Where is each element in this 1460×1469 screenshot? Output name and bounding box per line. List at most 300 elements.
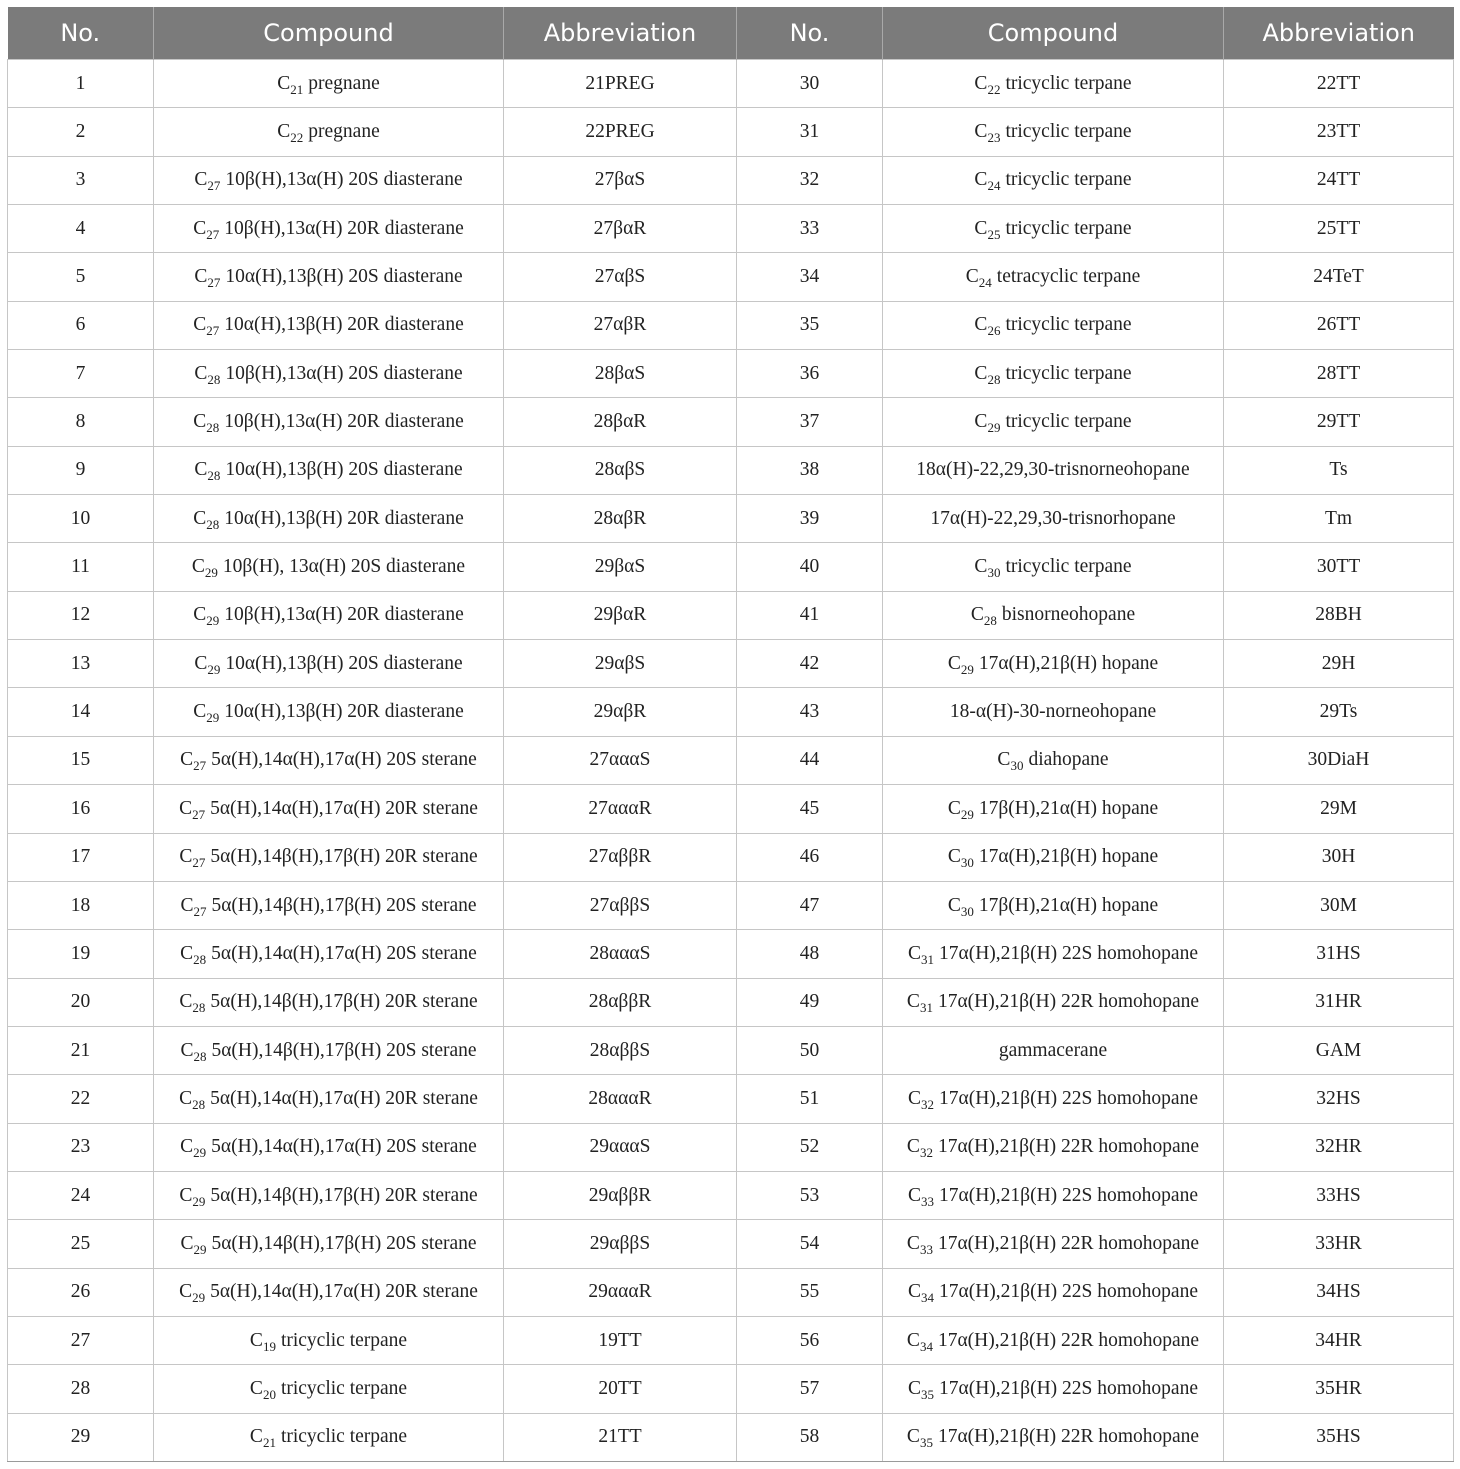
cell-no: 19	[8, 930, 154, 978]
carbon-number-subscript: 32	[921, 1096, 935, 1112]
header-no-left: No.	[8, 7, 154, 60]
cell-abbreviation: 27αααR	[504, 785, 737, 833]
compound-name: 10α(H),13β(H) 20R diasterane	[224, 507, 464, 529]
carbon-number-subscript: 35	[919, 1435, 933, 1451]
carbon-number-subscript: 29	[206, 613, 220, 629]
cell-no: 26	[8, 1268, 154, 1316]
compound-name: 10β(H),13α(H) 20S diasterane	[225, 169, 463, 191]
compound-name: 10α(H),13β(H) 20S diasterane	[225, 266, 463, 288]
carbon-number-subscript: 27	[206, 226, 220, 242]
cell-abbreviation: 28TT	[1224, 350, 1454, 398]
compound-name: 17α(H),21β(H) hopane	[978, 846, 1159, 868]
cell-no: 56	[737, 1316, 883, 1364]
compound-name: tricyclic terpane	[1005, 362, 1132, 384]
carbon-symbol: C	[906, 991, 920, 1013]
carbon-symbol: C	[194, 169, 208, 191]
cell-compound	[883, 1316, 1224, 1364]
carbon-symbol: C	[193, 314, 207, 336]
cell-abbreviation: 30M	[1224, 881, 1454, 929]
carbon-symbol: C	[277, 72, 291, 94]
table-row	[8, 640, 1454, 688]
cell-no: 15	[8, 736, 154, 784]
cell-abbreviation: 21PREG	[504, 60, 737, 108]
carbon-symbol: C	[193, 217, 207, 239]
compound-name: tricyclic terpane	[1005, 411, 1132, 433]
cell-compound	[154, 1316, 504, 1364]
cell-no: 28	[8, 1365, 154, 1413]
cell-compound	[154, 1413, 504, 1461]
compound-name: tricyclic terpane	[280, 1329, 408, 1351]
cell-compound	[154, 108, 504, 156]
cell-compound	[883, 688, 1224, 736]
compound-name: 17α(H),21β(H) 22S homohopane	[939, 942, 1198, 964]
cell-no: 47	[737, 881, 883, 929]
carbon-symbol: C	[180, 1232, 194, 1254]
carbon-number-subscript: 28	[206, 420, 220, 436]
compound-name: 10β(H),13α(H) 20R diasterane	[224, 411, 464, 433]
compound-name: 5α(H),14α(H),17α(H) 20S sterane	[211, 942, 477, 964]
table-row	[8, 1365, 1454, 1413]
cell-compound	[883, 640, 1224, 688]
carbon-number-subscript: 29	[192, 1290, 206, 1306]
cell-abbreviation: 28αββR	[504, 978, 737, 1026]
table-row	[8, 156, 1454, 204]
cell-abbreviation: 29αααR	[504, 1268, 737, 1316]
cell-compound	[154, 398, 504, 446]
carbon-symbol: C	[193, 604, 207, 626]
carbon-symbol: C	[974, 72, 988, 94]
carbon-number-subscript: 32	[919, 1145, 933, 1161]
carbon-symbol: C	[193, 411, 207, 433]
cell-abbreviation: 30H	[1224, 833, 1454, 881]
cell-abbreviation: 28βαR	[504, 398, 737, 446]
cell-no: 10	[8, 495, 154, 543]
carbon-symbol: C	[906, 1426, 920, 1448]
compound-name: 10α(H),13β(H) 20S diasterane	[225, 652, 463, 674]
carbon-number-subscript: 33	[919, 1241, 933, 1257]
carbon-number-subscript: 27	[206, 323, 220, 339]
compound-name: 5α(H),14α(H),17α(H) 20R sterane	[210, 1087, 478, 1109]
cell-no: 35	[737, 301, 883, 349]
compound-name: 5α(H),14α(H),17α(H) 20S sterane	[211, 1136, 477, 1158]
cell-no: 16	[8, 785, 154, 833]
cell-abbreviation: 27αββR	[504, 833, 737, 881]
cell-abbreviation: 28αααS	[504, 930, 737, 978]
carbon-symbol: C	[947, 894, 961, 916]
cell-no: 52	[737, 1123, 883, 1171]
carbon-symbol: C	[947, 797, 961, 819]
cell-compound	[154, 1365, 504, 1413]
table-row	[8, 1413, 1454, 1461]
compound-name: tricyclic terpane	[1005, 169, 1132, 191]
cell-compound	[883, 1171, 1224, 1219]
cell-abbreviation: 19TT	[504, 1316, 737, 1364]
cell-no: 34	[737, 253, 883, 301]
cell-no: 18	[8, 881, 154, 929]
compound-name: 10β(H),13α(H) 20R diasterane	[224, 604, 464, 626]
cell-no: 9	[8, 446, 154, 494]
cell-compound	[154, 640, 504, 688]
cell-compound	[883, 350, 1224, 398]
table-row	[8, 253, 1454, 301]
carbon-number-subscript: 19	[262, 1338, 276, 1354]
table-row	[8, 930, 1454, 978]
cell-no: 27	[8, 1316, 154, 1364]
table-row	[8, 736, 1454, 784]
carbon-symbol: C	[193, 507, 207, 529]
carbon-symbol: C	[974, 362, 988, 384]
cell-no: 51	[737, 1075, 883, 1123]
cell-no: 1	[8, 60, 154, 108]
table-row	[8, 205, 1454, 253]
cell-compound	[154, 495, 504, 543]
compound-name: gammacerane	[998, 1039, 1108, 1061]
carbon-number-subscript: 22	[290, 130, 304, 146]
cell-abbreviation: 29Ts	[1224, 688, 1454, 736]
cell-abbreviation: 30TT	[1224, 543, 1454, 591]
cell-abbreviation: 23TT	[1224, 108, 1454, 156]
carbon-symbol: C	[179, 991, 193, 1013]
carbon-symbol: C	[908, 1281, 922, 1303]
header-abbreviation-left: Abbreviation	[504, 7, 737, 60]
table-row	[8, 108, 1454, 156]
carbon-symbol: C	[974, 217, 988, 239]
carbon-symbol: C	[249, 1329, 263, 1351]
cell-abbreviation: GAM	[1224, 1026, 1454, 1074]
cell-compound	[154, 1123, 504, 1171]
compound-name: 18α(H)-22,29,30-trisnorneohopane	[916, 459, 1190, 481]
carbon-symbol: C	[194, 362, 208, 384]
cell-abbreviation: 35HS	[1224, 1413, 1454, 1461]
compound-name: 17α(H)-22,29,30-trisnorhopane	[930, 507, 1176, 529]
cell-no: 45	[737, 785, 883, 833]
cell-abbreviation: 33HS	[1224, 1171, 1454, 1219]
table-row	[8, 1171, 1454, 1219]
compound-name: 5α(H),14β(H),17β(H) 20S sterane	[211, 894, 477, 916]
header-abbreviation-right: Abbreviation	[1224, 7, 1454, 60]
cell-no: 5	[8, 253, 154, 301]
compound-name: 17α(H),21β(H) 22R homohopane	[937, 1329, 1200, 1351]
cell-compound	[883, 1123, 1224, 1171]
cell-abbreviation: 29H	[1224, 640, 1454, 688]
table-row	[8, 1220, 1454, 1268]
header-compound-left: Compound	[154, 7, 504, 60]
carbon-number-subscript: 30	[1010, 758, 1024, 774]
table-row	[8, 543, 1454, 591]
cell-compound	[154, 350, 504, 398]
table-row	[8, 398, 1454, 446]
cell-no: 2	[8, 108, 154, 156]
cell-abbreviation: 28αββS	[504, 1026, 737, 1074]
cell-compound	[154, 1026, 504, 1074]
cell-abbreviation: 29αββR	[504, 1171, 737, 1219]
carbon-symbol: C	[908, 1184, 922, 1206]
table-row	[8, 833, 1454, 881]
cell-no: 39	[737, 495, 883, 543]
cell-compound	[154, 688, 504, 736]
cell-no: 33	[737, 205, 883, 253]
cell-abbreviation: 34HS	[1224, 1268, 1454, 1316]
table-row	[8, 591, 1454, 639]
compound-name: tricyclic terpane	[1005, 217, 1132, 239]
cell-abbreviation: 29αββS	[504, 1220, 737, 1268]
cell-compound	[154, 446, 504, 494]
carbon-number-subscript: 35	[921, 1386, 935, 1402]
cell-no: 14	[8, 688, 154, 736]
cell-compound	[154, 881, 504, 929]
cell-compound	[883, 1220, 1224, 1268]
cell-compound	[883, 108, 1224, 156]
carbon-symbol: C	[179, 1281, 193, 1303]
cell-abbreviation: 31HR	[1224, 978, 1454, 1026]
carbon-number-subscript: 30	[960, 903, 974, 919]
table-row	[8, 1026, 1454, 1074]
table-body	[8, 60, 1454, 1462]
cell-no: 17	[8, 833, 154, 881]
cell-no: 40	[737, 543, 883, 591]
carbon-number-subscript: 28	[207, 371, 221, 387]
carbon-number-subscript: 30	[960, 855, 974, 871]
carbon-symbol: C	[191, 556, 205, 578]
carbon-number-subscript: 29	[193, 1241, 207, 1257]
cell-abbreviation: 29βαS	[504, 543, 737, 591]
cell-no: 21	[8, 1026, 154, 1074]
carbon-number-subscript: 29	[192, 1193, 206, 1209]
cell-no: 29	[8, 1413, 154, 1461]
compound-name: tricyclic terpane	[1005, 121, 1132, 143]
cell-no: 57	[737, 1365, 883, 1413]
compound-name: tricyclic terpane	[1005, 72, 1132, 94]
compound-name: 10β(H), 13α(H) 20S diasterane	[222, 556, 466, 578]
compound-name: 5α(H),14β(H),17β(H) 20R sterane	[210, 991, 478, 1013]
compound-name: 5α(H),14β(H),17β(H) 20R sterane	[210, 1184, 478, 1206]
cell-compound	[883, 156, 1224, 204]
cell-no: 32	[737, 156, 883, 204]
carbon-number-subscript: 31	[919, 1000, 933, 1016]
compound-table	[7, 7, 1454, 1462]
compound-name: tetracyclic terpane	[996, 266, 1141, 288]
cell-no: 42	[737, 640, 883, 688]
table-row	[8, 495, 1454, 543]
cell-abbreviation: 27βαR	[504, 205, 737, 253]
cell-compound	[154, 301, 504, 349]
cell-abbreviation: 28βαS	[504, 350, 737, 398]
carbon-symbol: C	[180, 894, 194, 916]
carbon-symbol: C	[179, 1184, 193, 1206]
cell-no: 54	[737, 1220, 883, 1268]
compound-name: tricyclic terpane	[280, 1377, 408, 1399]
header-compound-right: Compound	[883, 7, 1224, 60]
cell-compound	[883, 736, 1224, 784]
cell-no: 37	[737, 398, 883, 446]
carbon-number-subscript: 28	[207, 468, 221, 484]
carbon-symbol: C	[970, 604, 984, 626]
cell-compound	[883, 543, 1224, 591]
cell-no: 49	[737, 978, 883, 1026]
compound-name: 10α(H),13β(H) 20S diasterane	[225, 459, 463, 481]
compound-name: 17α(H),21β(H) 22S homohopane	[939, 1184, 1198, 1206]
cell-no: 24	[8, 1171, 154, 1219]
carbon-number-subscript: 27	[192, 806, 206, 822]
carbon-number-subscript: 28	[193, 1048, 207, 1064]
cell-abbreviation: 29αααS	[504, 1123, 737, 1171]
header-row	[8, 7, 1454, 60]
cell-compound	[883, 1413, 1224, 1461]
cell-compound	[154, 591, 504, 639]
cell-abbreviation: 27αααS	[504, 736, 737, 784]
carbon-number-subscript: 27	[207, 178, 221, 194]
cell-compound	[883, 1026, 1224, 1074]
carbon-symbol: C	[179, 797, 193, 819]
cell-compound	[154, 205, 504, 253]
cell-compound	[154, 930, 504, 978]
cell-compound	[154, 736, 504, 784]
compound-name: 17β(H),21α(H) hopane	[978, 797, 1159, 819]
carbon-number-subscript: 21	[290, 81, 304, 97]
cell-no: 48	[737, 930, 883, 978]
cell-no: 6	[8, 301, 154, 349]
compound-name: 10α(H),13β(H) 20R diasterane	[224, 314, 464, 336]
cell-abbreviation: 27αβS	[504, 253, 737, 301]
carbon-symbol: C	[965, 266, 979, 288]
table-row	[8, 301, 1454, 349]
table-row	[8, 350, 1454, 398]
cell-abbreviation: 35HR	[1224, 1365, 1454, 1413]
cell-no: 13	[8, 640, 154, 688]
cell-no: 38	[737, 446, 883, 494]
cell-no: 8	[8, 398, 154, 446]
carbon-symbol: C	[908, 1087, 922, 1109]
cell-no: 50	[737, 1026, 883, 1074]
carbon-number-subscript: 25	[987, 226, 1001, 242]
compound-name: 5α(H),14β(H),17β(H) 20S sterane	[211, 1039, 477, 1061]
carbon-number-subscript: 28	[193, 951, 207, 967]
carbon-symbol: C	[194, 459, 208, 481]
cell-compound	[154, 785, 504, 833]
table-row	[8, 881, 1454, 929]
cell-compound	[883, 60, 1224, 108]
compound-name: 17α(H),21β(H) 22R homohopane	[937, 1232, 1200, 1254]
table-row	[8, 688, 1454, 736]
carbon-symbol: C	[974, 556, 988, 578]
compound-name: tricyclic terpane	[1005, 314, 1132, 336]
carbon-number-subscript: 23	[987, 130, 1001, 146]
cell-compound	[154, 833, 504, 881]
carbon-number-subscript: 27	[192, 855, 206, 871]
carbon-number-subscript: 34	[919, 1338, 933, 1354]
cell-abbreviation: 27αββS	[504, 881, 737, 929]
carbon-number-subscript: 27	[207, 275, 221, 291]
cell-compound	[154, 543, 504, 591]
cell-abbreviation: 29αβR	[504, 688, 737, 736]
carbon-symbol: C	[180, 749, 194, 771]
cell-compound	[883, 1075, 1224, 1123]
compound-name: 17α(H),21β(H) 22R homohopane	[937, 1426, 1200, 1448]
carbon-symbol: C	[180, 1136, 194, 1158]
cell-compound	[154, 978, 504, 1026]
cell-no: 53	[737, 1171, 883, 1219]
cell-abbreviation: 30DiaH	[1224, 736, 1454, 784]
cell-no: 30	[737, 60, 883, 108]
cell-abbreviation: 22TT	[1224, 60, 1454, 108]
carbon-number-subscript: 29	[204, 565, 218, 581]
cell-compound	[883, 1268, 1224, 1316]
carbon-number-subscript: 28	[192, 1000, 206, 1016]
compound-name: 17α(H),21β(H) hopane	[978, 652, 1159, 674]
carbon-number-subscript: 28	[206, 516, 220, 532]
carbon-number-subscript: 29	[987, 420, 1001, 436]
cell-compound	[883, 495, 1224, 543]
cell-no: 58	[737, 1413, 883, 1461]
cell-no: 55	[737, 1268, 883, 1316]
cell-abbreviation: 32HR	[1224, 1123, 1454, 1171]
compound-name: 5α(H),14β(H),17β(H) 20R sterane	[210, 846, 478, 868]
carbon-symbol: C	[194, 266, 208, 288]
carbon-symbol: C	[947, 652, 961, 674]
carbon-number-subscript: 22	[987, 81, 1001, 97]
compound-name: 17β(H),21α(H) hopane	[978, 894, 1159, 916]
cell-no: 31	[737, 108, 883, 156]
carbon-symbol: C	[974, 121, 988, 143]
cell-compound	[883, 833, 1224, 881]
cell-no: 44	[737, 736, 883, 784]
cell-compound	[883, 205, 1224, 253]
table-row	[8, 1123, 1454, 1171]
compound-name: 17α(H),21β(H) 22R homohopane	[937, 991, 1200, 1013]
carbon-symbol: C	[974, 411, 988, 433]
compound-name: 17α(H),21β(H) 22R homohopane	[937, 1136, 1200, 1158]
cell-no: 3	[8, 156, 154, 204]
cell-no: 23	[8, 1123, 154, 1171]
cell-compound	[883, 881, 1224, 929]
carbon-number-subscript: 34	[921, 1290, 935, 1306]
carbon-symbol: C	[906, 1232, 920, 1254]
carbon-symbol: C	[180, 1039, 194, 1061]
carbon-number-subscript: 29	[207, 661, 221, 677]
cell-compound	[154, 1075, 504, 1123]
cell-compound	[883, 301, 1224, 349]
cell-no: 4	[8, 205, 154, 253]
carbon-symbol: C	[908, 942, 922, 964]
carbon-symbol: C	[947, 846, 961, 868]
compound-name: 5α(H),14α(H),17α(H) 20S sterane	[211, 749, 477, 771]
compound-name: 10β(H),13α(H) 20R diasterane	[224, 217, 464, 239]
compound-name: tricyclic terpane	[280, 1426, 408, 1448]
carbon-number-subscript: 29	[193, 1145, 207, 1161]
cell-no: 20	[8, 978, 154, 1026]
cell-no: 36	[737, 350, 883, 398]
cell-compound	[883, 1365, 1224, 1413]
cell-abbreviation: 26TT	[1224, 301, 1454, 349]
compound-name: 18-α(H)-30-norneohopane	[949, 701, 1157, 723]
cell-compound	[154, 156, 504, 204]
cell-abbreviation: 25TT	[1224, 205, 1454, 253]
carbon-symbol: C	[180, 942, 194, 964]
cell-no: 12	[8, 591, 154, 639]
cell-compound	[154, 1171, 504, 1219]
carbon-symbol: C	[249, 1377, 263, 1399]
carbon-symbol: C	[908, 1377, 922, 1399]
cell-no: 46	[737, 833, 883, 881]
carbon-symbol: C	[997, 749, 1011, 771]
compound-name: pregnane	[308, 72, 380, 94]
cell-compound	[883, 785, 1224, 833]
cell-no: 43	[737, 688, 883, 736]
cell-compound	[154, 1268, 504, 1316]
cell-abbreviation: 29αβS	[504, 640, 737, 688]
cell-abbreviation: 33HR	[1224, 1220, 1454, 1268]
carbon-number-subscript: 27	[193, 758, 207, 774]
